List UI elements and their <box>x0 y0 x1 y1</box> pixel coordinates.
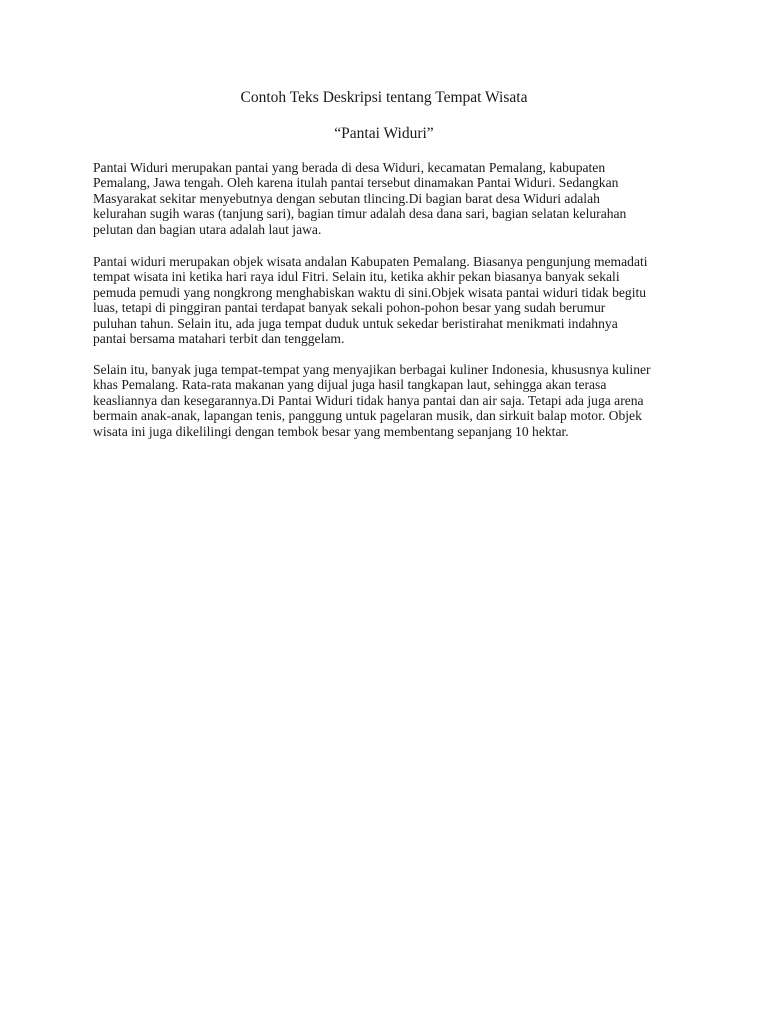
paragraph-line: pelutan dan bagian utara adalah laut jawa. <box>93 221 322 237</box>
paragraph-line: wisata ini juga dikelilingi dengan tembok besar yang membentang sepanjang 10 hektar. <box>93 423 569 439</box>
paragraph-2 <box>93 254 683 346</box>
paragraph-line: keasliannya dan kesegarannya.Di Pantai Widuri tidak hanya pantai dan air saja. Tetapi ada juga arena <box>93 392 644 408</box>
paragraph-line: Pantai widuri merupakan objek wisata andalan Kabupaten Pemalang. Biasanya pengunjung memadati <box>93 254 648 269</box>
paragraph-line: khas Pemalang. Rata-rata makanan yang dijual juga hasil tangkapan laut, sehingga akan terasa <box>93 377 607 393</box>
paragraph-line: bermain anak-anak, lapangan tenis, panggung untuk pagelaran musik, dan sirkuit balap motor. Objek <box>93 408 642 424</box>
paragraph-line: Pemalang, Jawa tengah. Oleh karena itulah pantai tersebut dinamakan Pantai Widuri. Sedangkan <box>93 175 619 191</box>
paragraph-line: pemuda pemudi yang nongkrong menghabiskan waktu di sini.Objek wisata pantai widuri tidak begitu <box>93 284 647 300</box>
paragraph-1 <box>93 160 683 237</box>
paragraph-line: Masyarakat sekitar menyebutnya dengan sebutan tlincing.Di bagian barat desa Widuri adalah <box>93 190 600 206</box>
paragraph-line: luas, tetapi di pinggiran pantai terdapat banyak sekali pohon-pohon besar yang sudah berumur <box>93 300 606 316</box>
paragraph-line: Selain itu, banyak juga tempat-tempat yang menyajikan berbagai kuliner Indonesia, khususnya kuliner <box>93 362 651 377</box>
paragraph-line: pantai bersama matahari terbit dan tenggelam. <box>93 331 345 347</box>
paragraph-line: kelurahan sugih waras (tanjung sari), bagian timur adalah desa dana sari, bagian selatan kelurahan <box>93 206 627 222</box>
paragraph-line: puluhan tahun. Selain itu, ada juga tempat duduk untuk sekedar beristirahat menikmati indahnya <box>93 315 618 331</box>
document-subtitle: “Pantai Widuri” <box>334 125 434 142</box>
paragraph-line: tempat wisata ini ketika hari raya idul Fitri. Selain itu, ketika akhir pekan biasanya banyak sekali <box>93 269 620 285</box>
paragraph-line: Pantai Widuri merupakan pantai yang berada di desa Widuri, kecamatan Pemalang, kabupaten <box>93 160 606 175</box>
document-title: Contoh Teks Deskripsi tentang Tempat Wisata <box>240 89 528 106</box>
paragraph-3 <box>93 362 683 439</box>
